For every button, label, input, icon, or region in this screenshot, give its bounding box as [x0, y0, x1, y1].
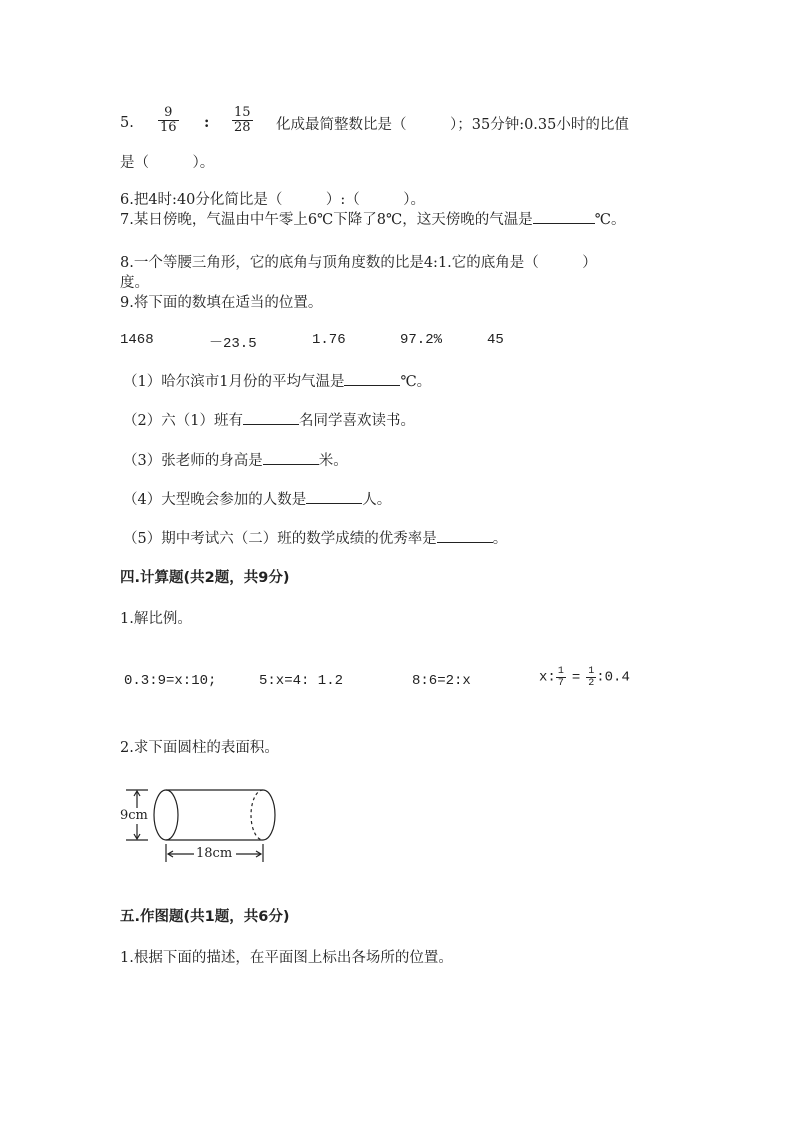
cylinder-height-label: 9cm	[120, 808, 148, 823]
q9-sub-5-suffix: 。	[492, 531, 508, 547]
cylinder-right-face-hidden	[251, 790, 263, 840]
eq4-fraction-1-numerator: 1	[557, 666, 564, 677]
q7-text-before: 7.某日傍晚，气温由中午零上6℃下降了8℃，这天傍晚的气温是	[120, 212, 533, 228]
q7-answer-blank[interactable]	[533, 209, 595, 224]
q5-fraction-1	[158, 106, 179, 136]
cylinder-right-face-front	[263, 790, 275, 840]
q9-sub-4	[123, 488, 391, 509]
calc-1-equation-4	[539, 666, 630, 696]
q9-sub-4-blank[interactable]	[306, 489, 362, 504]
eq4-part-a: x:	[539, 669, 556, 686]
eq4-fraction-2-numerator: 1	[588, 666, 595, 677]
q9-sub-5	[123, 527, 507, 548]
q9-sub-1	[123, 370, 431, 391]
q9-sub-3-blank[interactable]	[263, 450, 319, 465]
q9-sub-2-suffix: 名同学喜欢读书。	[298, 413, 415, 429]
q5-fraction-2-numerator: 15	[234, 105, 251, 120]
q9-sub-3-suffix: 米。	[318, 453, 348, 469]
section-5-title: 五.作图题(共1题，共6分)	[120, 909, 290, 925]
q5-text-b: 是（ ）。	[120, 155, 215, 171]
q9-sub-2	[123, 409, 415, 430]
calc-1-equation-2: 5:x=4: 1.2	[259, 673, 344, 689]
section-4-title: 四.计算题(共2题，共9分)	[120, 570, 290, 586]
q9-sub-2-text: （2）六（1）班有	[123, 413, 243, 429]
q9-sub-4-text: （4）大型晚会参加的人数是	[123, 492, 307, 508]
q9-number-4: 97.2%	[400, 332, 443, 348]
calc-1-equation-1: 0.3:9=x:10;	[124, 673, 217, 689]
question-8-line-2: 度。	[120, 275, 149, 291]
q9-sub-4-suffix: 人。	[362, 492, 392, 508]
q9-sub-5-blank[interactable]	[437, 528, 493, 543]
q9-sub-2-blank[interactable]	[243, 410, 299, 425]
q7-text-after: ℃。	[594, 212, 626, 228]
q9-sub-1-text: （1）哈尔滨市1月份的平均气温是	[123, 374, 345, 390]
question-7	[120, 208, 625, 229]
q9-number-2: －23.5	[209, 336, 257, 352]
q9-number-5: 45	[487, 332, 504, 348]
eq4-equals: =	[571, 669, 581, 686]
eq4-fraction-2-denominator: 2	[588, 678, 595, 689]
q9-sub-3	[123, 449, 348, 470]
cylinder-left-face	[154, 790, 178, 840]
question-6: 6.把4时:40分化简比是（ ）:（ ）。	[120, 192, 426, 208]
q9-sub-3-text: （3）张老师的身高是	[123, 453, 263, 469]
q5-colon: :	[204, 114, 210, 131]
q5-fraction-2-denominator: 28	[234, 120, 251, 136]
calc-1-title: 1.解比例。	[120, 611, 192, 627]
q5-fraction-2	[232, 106, 253, 136]
calc-2-title: 2.求下面圆柱的表面积。	[120, 740, 279, 756]
calc-1-equation-3: 8:6=2:x	[412, 673, 471, 689]
q5-fraction-1-numerator: 9	[158, 106, 179, 121]
cylinder-length-label: 18cm	[196, 846, 233, 861]
q9-number-1: 1468	[120, 332, 154, 348]
q5-number: 5.	[120, 115, 134, 131]
q9-sub-1-suffix: ℃。	[400, 374, 432, 390]
q5-fraction-1-denominator: 16	[160, 120, 177, 136]
question-9-title: 9.将下面的数填在适当的位置。	[120, 295, 323, 311]
eq4-fraction-1	[556, 666, 566, 689]
eq4-fraction-2	[586, 666, 596, 689]
q9-number-3: 1.76	[312, 332, 346, 348]
q9-sub-5-text: （5）期中考试六（二）班的数学成绩的优秀率是	[123, 531, 437, 547]
question-8-line-1: 8.一个等腰三角形，它的底角与顶角度数的比是4:1.它的底角是（ ）	[120, 255, 597, 271]
q9-sub-1-blank[interactable]	[344, 371, 400, 386]
q5-text-a: 化成最简整数比是（ ）；35分钟:0.35小时的比值	[276, 117, 629, 133]
eq4-part-c: :0.4	[596, 669, 630, 686]
draw-1-title: 1.根据下面的描述，在平面图上标出各场所的位置。	[120, 950, 453, 966]
eq4-fraction-1-denominator: 7	[557, 678, 564, 689]
